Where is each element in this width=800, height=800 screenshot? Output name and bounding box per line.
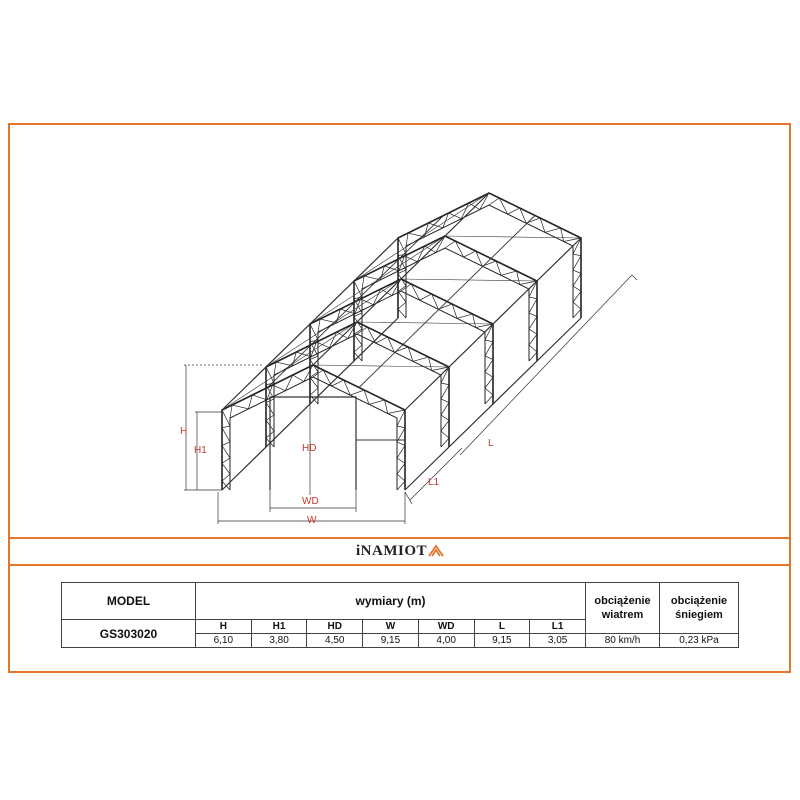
brace-r-2 [401, 279, 537, 281]
frame-lacing-0-0 [230, 365, 313, 418]
spec-table [61, 582, 739, 648]
col-H: H [196, 620, 252, 634]
purlin-mid-0 [268, 216, 444, 388]
label-WD: WD [302, 496, 319, 507]
val-H1: 3,80 [251, 634, 307, 648]
frame-lacing-2-1 [401, 284, 493, 327]
brace-r-0 [313, 365, 449, 367]
label-H1: H1 [194, 445, 207, 456]
frame-lacing-4-1 [489, 198, 581, 241]
label-HD: HD [302, 443, 317, 454]
frame-lacing-0-2 [222, 410, 230, 490]
tent-logo-icon [428, 544, 444, 562]
frame-lacing-1-3 [441, 367, 449, 447]
val-H: 6,10 [196, 634, 252, 648]
frame-lacing-4-3 [573, 238, 581, 318]
brace-r-3 [445, 236, 581, 238]
val-WD: 4,00 [418, 634, 474, 648]
frame-lacing-3-3 [529, 281, 537, 361]
col-H1: H1 [251, 620, 307, 634]
label-W: W [307, 515, 317, 526]
divider-bottom [8, 564, 791, 566]
col-L1: L1 [530, 620, 586, 634]
frame-lacing-2-3 [485, 324, 493, 404]
brand-logo [0, 543, 800, 562]
tent-purlins [222, 193, 581, 490]
brand-name: iNAMIOT [356, 543, 427, 559]
brace-l-1 [266, 279, 401, 367]
brace-r-1 [357, 322, 493, 324]
label-H: H [180, 426, 188, 437]
frame-lacing-0-3 [397, 410, 405, 490]
tent-frame-drawing [10, 125, 789, 537]
label-L: L [488, 438, 494, 449]
label-L1: L1 [428, 477, 440, 488]
frame-lacing-0-1 [313, 370, 405, 413]
brace-l-2 [310, 236, 445, 324]
divider-top [8, 537, 791, 539]
snow-value: 0,23 kPa [660, 634, 739, 648]
val-HD: 4,50 [307, 634, 363, 648]
frame-lacing-3-1 [445, 241, 537, 284]
col-L: L [474, 620, 530, 634]
model-value: GS303020 [62, 620, 196, 648]
col-WD: WD [418, 620, 474, 634]
dimension-labels [180, 426, 494, 526]
snow-header: obciążenie śniegiem [660, 583, 739, 634]
frame-lacing-1-1 [357, 327, 449, 370]
dimension-lines [184, 275, 637, 524]
val-L1: 3,05 [530, 634, 586, 648]
wind-header: obciążenie wiatrem [586, 583, 660, 634]
col-HD: HD [307, 620, 363, 634]
val-L: 9,15 [474, 634, 530, 648]
model-header: MODEL [62, 583, 196, 620]
brace-l-3 [354, 193, 489, 281]
tent-frames [222, 193, 581, 490]
dimensions-header: wymiary (m) [196, 583, 586, 620]
purlin-mid-1 [359, 216, 535, 388]
wind-value: 80 km/h [586, 634, 660, 648]
val-W: 9,15 [363, 634, 419, 648]
col-W: W [363, 620, 419, 634]
